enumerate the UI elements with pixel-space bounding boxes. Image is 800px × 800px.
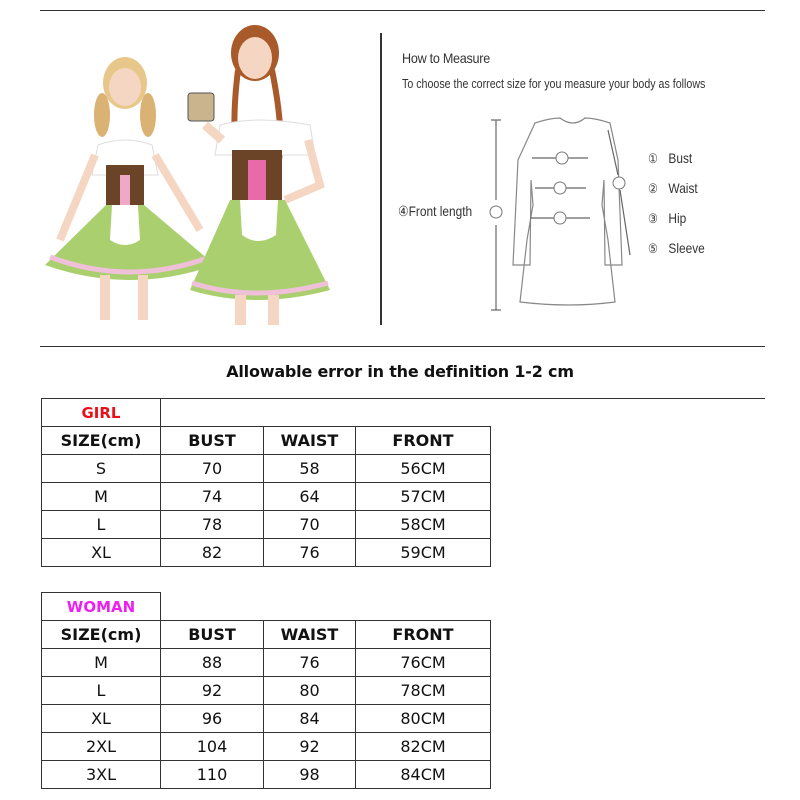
woman-model-figure xyxy=(188,25,330,325)
product-photo xyxy=(40,25,340,325)
how-to-measure-panel xyxy=(390,40,770,330)
allowable-error-caption: Allowable error in the definition 1-2 cm xyxy=(226,362,574,381)
legend-item-hip: ③ Hip xyxy=(648,210,687,226)
legend-item-bust: ① Bust xyxy=(648,150,693,166)
front-length-label: ④Front length xyxy=(398,203,473,219)
girl-size-table xyxy=(41,398,491,567)
woman-label: WOMAN xyxy=(42,593,161,621)
top-divider xyxy=(40,10,765,11)
woman-size-table xyxy=(41,592,491,789)
table-header-row: SIZE(cm) BUST WAIST FRONT xyxy=(42,621,491,649)
mid-divider xyxy=(40,346,765,347)
table-row: M 74 64 57CM xyxy=(42,483,491,511)
table-row: M 88 76 76CM xyxy=(42,649,491,677)
table-row: S 70 58 56CM xyxy=(42,455,491,483)
table-row: L 78 70 58CM xyxy=(42,511,491,539)
table-row: 2XL 104 92 82CM xyxy=(42,733,491,761)
table-row: L 92 80 78CM xyxy=(42,677,491,705)
legend-item-waist: ② Waist xyxy=(648,180,698,196)
table-row: XL 82 76 59CM xyxy=(42,539,491,567)
measure-title: How to Measure xyxy=(402,50,490,66)
image-divider xyxy=(380,33,382,325)
legend-item-sleeve: ⑤ Sleeve xyxy=(648,240,705,256)
measure-legend xyxy=(648,148,715,268)
table-row: 3XL 110 98 84CM xyxy=(42,761,491,789)
table-header-row: SIZE(cm) BUST WAIST FRONT xyxy=(42,427,491,455)
measure-subtitle: To choose the correct size for you measure your body as follows xyxy=(402,76,706,91)
table-row: XL 96 84 80CM xyxy=(42,705,491,733)
girl-label: GIRL xyxy=(42,399,161,427)
